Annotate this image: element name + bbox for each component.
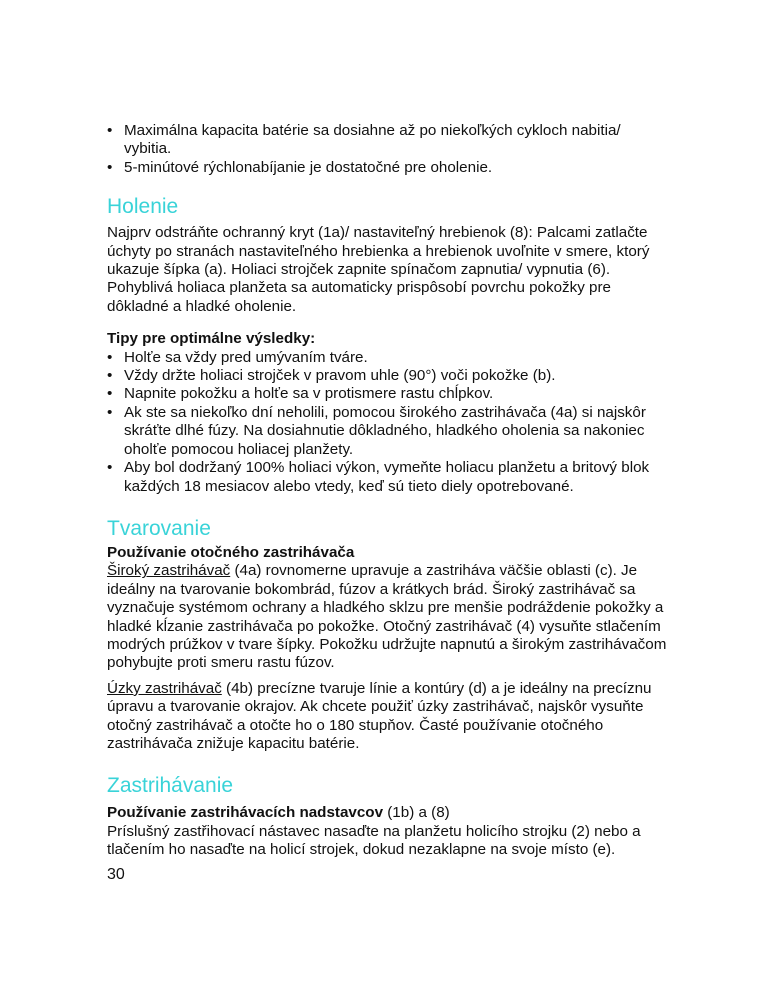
list-item: • Vždy držte holiaci strojček v pravom uhle (90°) voči pokožke (b). [107,367,667,385]
wide-trimmer-text: (4a) rovnomerne upravuje a zastriháva väčšie oblasti (c). Je ideálny na tvarovanie bokombrád, fúzov a krátkych brád. Široký zastrihávač sa vyznačuje systémom ochrany a hladkého sklzu pre menšie podráždenie pokožky a hladké kĺzanie zastrihávača po pokožke. Otočný zastrihávač (4) vysuňte stlačením modrých prúžkov v tvare šípky. Pokožku udržujte napnutú a širokým zastrihávačom pohybujte proti smeru rastu fúzov. [107,562,667,672]
tvarovanie-subheading: Používanie otočného zastrihávača [107,543,355,561]
tips-title: Tipy pre optimálne výsledky: [107,330,316,348]
intro-bullet-list [107,122,667,177]
zastrihavanie-paragraph: Príslušný zastřihovací nástavec nasaďte na planžetu holicího strojku (2) nebo a tlačením ho nasaďte na holicí strojek, dokud nezaklapne na svoje místo (e). [107,822,641,859]
zastrihavanie-subheading [107,804,667,822]
narrow-trimmer-term: Úzky zastrihávač [107,679,222,697]
wide-trimmer-term: Široký zastrihávač [107,562,231,580]
section-heading-tvarovanie: Tvarovanie [107,516,211,540]
page-number: 30 [107,866,125,883]
zastrihavanie-subheading-rest: (1b) a (8) [383,804,450,822]
list-item: • Ak ste sa niekoľko dní neholili, pomocou širokého zastrihávača (4a) si najskôr skráťte dlhé fúzy. Na dosiahnutie dôkladného, hladkého oholenia sa nakoniec oholťe pomocou holiacej planžety. [107,404,667,459]
section-heading-holenie: Holenie [107,195,179,219]
section-heading-zastrihavanie: Zastrihávanie [107,774,234,798]
page-content [107,122,667,860]
list-item: • Aby bol dodržaný 100% holiaci výkon, vymeňte holiacu planžetu a britový blok každých 18 mesiacov alebo vtedy, keď sú tieto diely opotrebované. [107,459,667,496]
list-item: • Napnite pokožku a holťe sa v protismere rastu chĺpkov. [107,385,667,403]
tips-list [107,349,667,496]
holenie-paragraph: Najprv odstráňte ochranný kryt (1a)/ nastaviteľný hrebienok (8): Palcami zatlačte úchyty po stranách nastaviteľného hrebienka a hrebienok uvoľnite v smere, ktorý ukazuje šípka (a). Holiaci strojček zapnite spínačom zapnutia/ vypnutia (6). Pohyblivá holiaca planžeta sa automaticky prispôsobí povrchu pokožky pre dôkladné a hladké oholenie. [107,224,650,315]
list-item: • Maximálna kapacita batérie sa dosiahne až po niekoľkých cykloch nabitia/ vybitia. [107,122,667,159]
narrow-trimmer-text: (4b) precízne tvaruje línie a kontúry (d) a je ideálny na precíznu úpravu a tvarovanie okrajov. Ak chcete použiť úzky zastrihávač, najskôr vysuňte otočný zastrihávač a otočte ho o 180 stupňov. Časté používanie otočného zastrihávača znižuje kapacitu batérie. [107,679,652,752]
list-item: • Holťe sa vždy pred umývaním tváre. [107,349,667,367]
list-item: • 5-minútové rýchlonabíjanie je dostatočné pre oholenie. [107,159,667,177]
zastrihavanie-subheading-bold: Používanie zastrihávacích nadstavcov [107,804,384,822]
narrow-trimmer-paragraph [107,680,667,754]
wide-trimmer-paragraph [107,562,667,672]
